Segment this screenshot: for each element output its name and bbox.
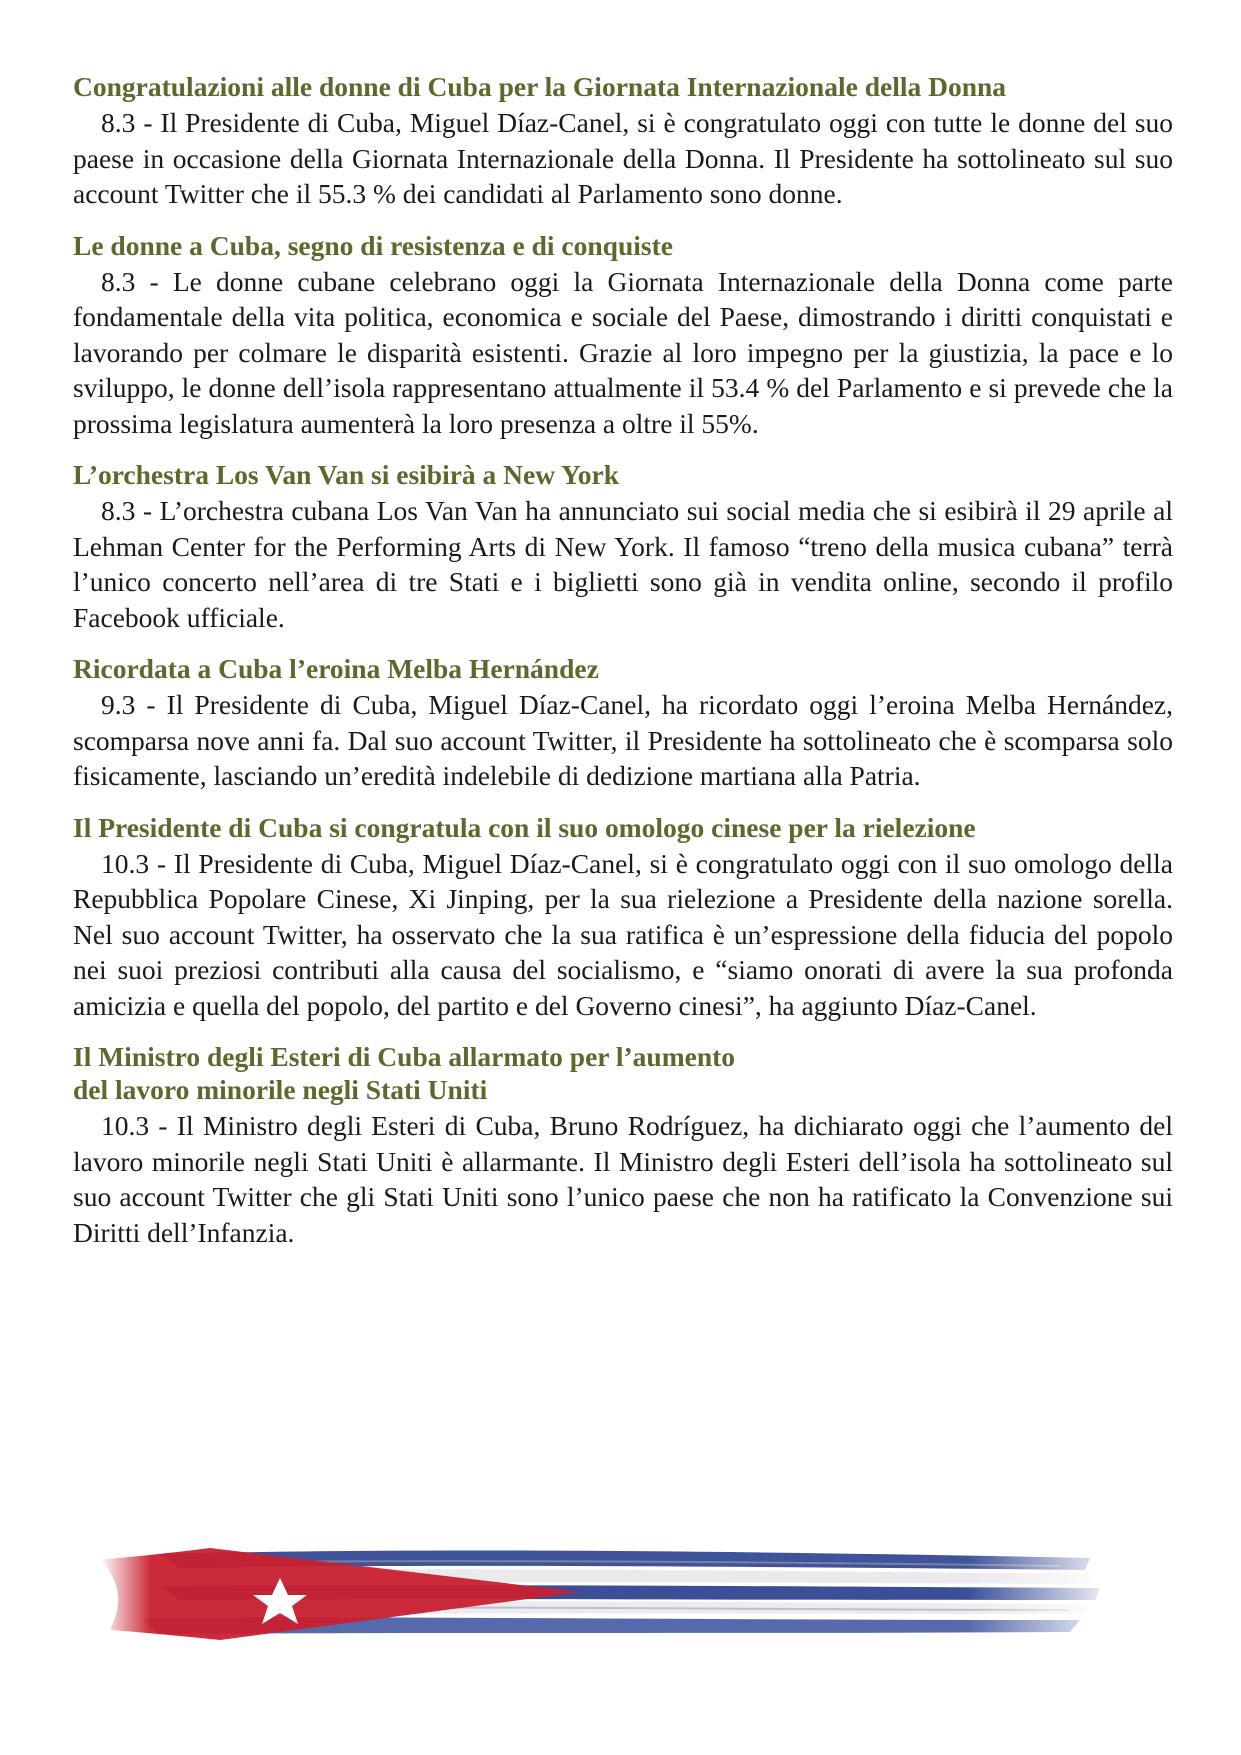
article-body: 8.3 - Le donne cubane celebrano oggi la Giornata Internazionale della Donna come parte fondamentale della vita politica, economica e sociale del Paese, dimostrando i diritti conquistati e lavorando per colmare le disparità esistenti. Grazie al loro impegno per la giustizia, la pace e lo sviluppo, le donne dell’isola rappresentano attualmente il 53.4 % del Parlamento e si prevede che la prossima legislatura aumenterà la loro presenza a oltre il 55%. <box>73 265 1173 439</box>
article-melba-hernandez <box>73 652 1173 794</box>
article-los-van-van <box>73 458 1173 635</box>
newsletter-page <box>73 70 1173 1267</box>
article-title <box>73 1040 1173 1106</box>
article-body: 10.3 - Il Ministro degli Esteri di Cuba, Bruno Rodríguez, ha dichiarato oggi che l’aumento del lavoro minorile negli Stati Uniti è allarmante. Il Ministro degli Esteri dell’isola ha sottolineato sul suo account Twitter che gli Stati Uniti sono l’unico paese che non ha ratificato la Convenzione sui Diritti dell’Infanzia. <box>73 1110 1173 1248</box>
article-title-line-2: del lavoro minorile negli Stati Uniti <box>73 1074 488 1105</box>
article-body: 8.3 - L’orchestra cubana Los Van Van ha annunciato sui social media che si esibirà il 29 aprile al Lehman Center for the Performing Arts di New York. Il famoso “treno della musica cubana” terrà l’unico concerto nell’area di tre Stati e i biglietti sono già in vendita online, secondo il profilo Facebook ufficiale. <box>73 495 1173 633</box>
article-title: Congratulazioni alle donne di Cuba per la Giornata Internazionale della Donna <box>73 71 1007 102</box>
article-title-line-1: Il Ministro degli Esteri di Cuba allarmato per l’aumento <box>73 1041 736 1072</box>
article-title: Il Presidente di Cuba si congratula con il suo omologo cinese per la rielezione <box>73 811 976 843</box>
article-body: 8.3 - Il Presidente di Cuba, Miguel Díaz-Canel, si è congratulato oggi con tutte le donne del suo paese in occasione della Giornata Internazionale della Donna. Il Presidente ha sottolineato sul suo account Twitter che il 55.3 % dei candidati al Parlamento sono donne. <box>73 107 1173 209</box>
article-title: Ricordata a Cuba l’eroina Melba Hernández <box>73 653 599 684</box>
article-title: L’orchestra Los Van Van si esibirà a New York <box>73 459 620 490</box>
article-china-reelection <box>73 811 1173 1024</box>
cuban-flag-brushstroke-image <box>100 1540 1120 1645</box>
article-child-labor <box>73 1040 1173 1250</box>
article-women-resistance <box>73 229 1173 442</box>
article-body: 9.3 - Il Presidente di Cuba, Miguel Díaz-Canel, ha ricordato oggi l’eroina Melba Hernández, scomparsa nove anni fa. Dal suo account Twitter, il Presidente ha sottolineato che è scomparsa solo fisicamente, lasciando un’eredità indelebile di dedizione martiana alla Patria. <box>73 689 1173 791</box>
article-women-congratulations <box>73 70 1173 212</box>
article-body: 10.3 - Il Presidente di Cuba, Miguel Díaz-Canel, si è congratulato oggi con il suo omologo della Repubblica Popolare Cinese, Xi Jinping, per la sua rielezione a Presidente della nazione sorella. Nel suo account Twitter, ha osservato che la sua ratifica è un’espressione della fiducia del popolo nei suoi preziosi contributi alla causa del socialismo, e “siamo onorati di avere la sua profonda amicizia e quella del popolo, del partito e del Governo cinesi”, ha aggiunto Díaz-Canel. <box>73 847 1173 1021</box>
article-title: Le donne a Cuba, segno di resistenza e di conquiste <box>73 229 673 261</box>
